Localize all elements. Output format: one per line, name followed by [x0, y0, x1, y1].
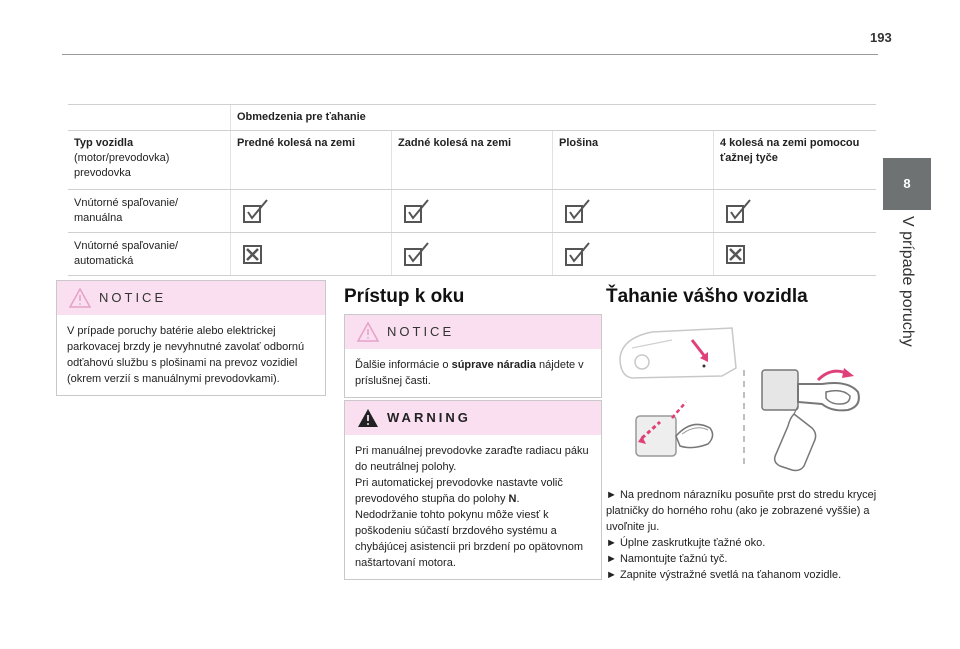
column-header-platform: Plošina: [553, 131, 714, 190]
towing-eye-illustration: [612, 318, 872, 478]
notice-box-battery: [56, 280, 326, 396]
row-label: [68, 190, 231, 233]
table-corner: [68, 105, 231, 131]
gear-position-n: N: [508, 493, 517, 505]
vehicle-type-subtitle-2: prevodovka: [74, 167, 131, 179]
chapter-title: V prípade poruchy: [899, 216, 916, 347]
chapter-tab[interactable]: [883, 158, 931, 210]
allowed-cell: [553, 233, 714, 276]
notice-title: NOTICE: [99, 290, 167, 305]
heading-towing-your-vehicle: Ťahanie vášho vozidla: [606, 286, 808, 307]
column-header-rear-wheels: Zadné kolesá na zemi: [392, 131, 553, 190]
allowed-cell: [714, 190, 877, 233]
row-label-line-2: manuálna: [74, 212, 123, 224]
check-icon: [726, 199, 752, 223]
allowed-cell: [231, 190, 392, 233]
row-label-line-1: Vnútorné spaľovanie/: [74, 197, 179, 209]
forbidden-cell: [231, 233, 392, 276]
towing-instructions: [606, 487, 896, 583]
notice-title: NOTICE: [387, 324, 455, 339]
warning-paragraph-3: Nedodržanie tohto pokynu môže viesť k poškodeniu súčastí brzdového systému a chybájúcej asistencii pri brzdení po opätovnom naštartovaní motora.: [355, 509, 584, 569]
allowed-cell: [392, 190, 553, 233]
warning-p2-before: Pri automatickej prevodovke nastavte volič prevodového stupňa do polohy: [355, 477, 563, 505]
check-icon: [565, 199, 591, 223]
top-rule: [62, 54, 878, 55]
warning-text: [345, 435, 601, 579]
warning-triangle-icon: [69, 288, 91, 308]
vehicle-type-subtitle-1: (motor/prevodovka): [74, 152, 170, 164]
forbidden-cell: [714, 233, 877, 276]
notice-box-tool-kit: [344, 314, 602, 398]
notice-text: V prípade poruchy batérie alebo elektrickej parkovacej brzdy je nevyhnutné zavolať odbornú odťahovú službu s plošinami na prevoz vozidiel (okrem verzií s manuálnymi prevodovkami).: [67, 325, 305, 385]
notice-text: [345, 349, 601, 397]
vehicle-type-title: Typ vozidla: [74, 137, 134, 149]
notice-header: [345, 315, 601, 349]
warning-box-gear: [344, 400, 602, 580]
page-number: 193: [870, 30, 892, 45]
warning-triangle-icon: [357, 408, 379, 428]
column-header-tow-bar: 4 kolesá na zemi pomocou ťažnej tyče: [714, 131, 877, 190]
column-header-front-wheels: Predné kolesá na zemi: [231, 131, 392, 190]
table-row: [68, 233, 876, 276]
warning-title: WARNING: [387, 410, 471, 425]
towing-step: ► Zapnite výstražné svetlá na ťahanom vozidle.: [606, 569, 842, 581]
notice-text-before: Ďalšie informácie o: [355, 359, 452, 371]
warning-p2-after: .: [516, 493, 520, 505]
warning-header: [345, 401, 601, 435]
row-label-line-1: Vnútorné spaľovanie/: [74, 240, 179, 252]
notice-text-after: nájdete v príslušnej časti.: [355, 359, 584, 387]
chapter-number: 8: [903, 176, 911, 191]
towing-restrictions-table: [68, 104, 876, 276]
notice-header: [57, 281, 325, 315]
row-label: [68, 233, 231, 276]
heading-access-to-eye: Prístup k oku: [344, 286, 465, 307]
tool-kit-link-text: súprave náradia: [451, 359, 536, 371]
allowed-cell: [553, 190, 714, 233]
allowed-cell: [392, 233, 553, 276]
check-icon: [243, 199, 269, 223]
warning-paragraph-2: [355, 475, 591, 507]
table-row: [68, 190, 876, 233]
towing-step: ► Na prednom nárazníku posuňte prst do stredu krycej platničky do horného rohu (ako je zobrazené vyššie) a uvoľnite ju.: [606, 489, 877, 533]
warning-triangle-icon: [357, 322, 379, 342]
cross-icon: [243, 242, 269, 266]
vehicle-type-header: [68, 131, 231, 190]
towing-step: ► Úplne zaskrutkujte ťažné oko.: [606, 537, 766, 549]
check-icon: [404, 242, 430, 266]
check-icon: [404, 199, 430, 223]
warning-paragraph-1: Pri manuálnej prevodovke zaraďte radiacu páku do neutrálnej polohy.: [355, 445, 589, 473]
towing-step: ► Namontujte ťažnú tyč.: [606, 553, 728, 565]
cross-icon: [726, 242, 752, 266]
table-header: Obmedzenia pre ťahanie: [231, 105, 877, 131]
row-label-line-2: automatická: [74, 255, 134, 267]
check-icon: [565, 242, 591, 266]
